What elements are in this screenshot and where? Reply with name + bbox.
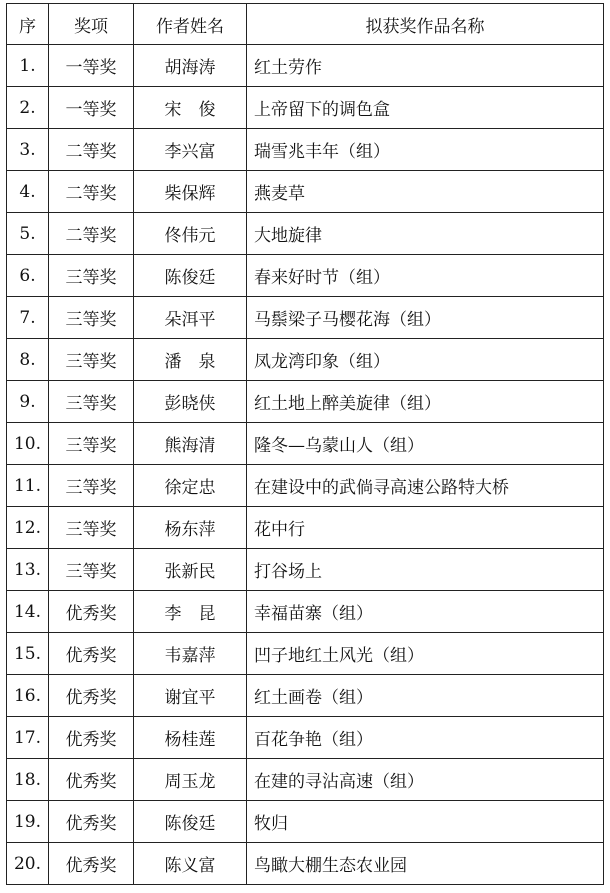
cell-award: 三等奖 [49, 507, 134, 549]
cell-award: 优秀奖 [49, 675, 134, 717]
header-author: 作者姓名 [134, 4, 247, 45]
table-row [7, 129, 604, 171]
table-row [7, 171, 604, 213]
table-row [7, 591, 604, 633]
cell-no: 8. [7, 339, 49, 381]
cell-no: 15. [7, 633, 49, 675]
cell-award: 优秀奖 [49, 843, 134, 885]
table-row [7, 759, 604, 801]
cell-work: 大地旋律 [247, 213, 604, 255]
cell-work: 瑞雪兆丰年（组） [247, 129, 604, 171]
cell-award: 三等奖 [49, 339, 134, 381]
cell-author: 周玉龙 [134, 759, 247, 801]
cell-no: 16. [7, 675, 49, 717]
cell-award: 二等奖 [49, 213, 134, 255]
cell-author: 陈俊廷 [134, 255, 247, 297]
cell-award: 优秀奖 [49, 759, 134, 801]
table-row [7, 843, 604, 885]
cell-author: 谢宜平 [134, 675, 247, 717]
cell-work: 幸福苗寨（组） [247, 591, 604, 633]
cell-award: 三等奖 [49, 255, 134, 297]
cell-no: 18. [7, 759, 49, 801]
cell-award: 优秀奖 [49, 633, 134, 675]
table-header [7, 4, 604, 45]
table-row [7, 633, 604, 675]
table-row [7, 297, 604, 339]
cell-author: 杨桂莲 [134, 717, 247, 759]
cell-award: 优秀奖 [49, 801, 134, 843]
cell-author: 陈义富 [134, 843, 247, 885]
table-row [7, 381, 604, 423]
cell-award: 优秀奖 [49, 717, 134, 759]
cell-no: 12. [7, 507, 49, 549]
cell-work: 马鬃梁子马樱花海（组） [247, 297, 604, 339]
cell-work: 隆冬—乌蒙山人（组） [247, 423, 604, 465]
cell-author: 胡海涛 [134, 45, 247, 87]
cell-no: 17. [7, 717, 49, 759]
cell-work: 在建的寻沾高速（组） [247, 759, 604, 801]
cell-work: 凹子地红土风光（组） [247, 633, 604, 675]
cell-work: 凤龙湾印象（组） [247, 339, 604, 381]
cell-no: 10. [7, 423, 49, 465]
table-row [7, 801, 604, 843]
cell-award: 三等奖 [49, 549, 134, 591]
cell-award: 三等奖 [49, 465, 134, 507]
cell-award: 二等奖 [49, 129, 134, 171]
cell-no: 7. [7, 297, 49, 339]
cell-work: 在建设中的武倘寻高速公路特大桥 [247, 465, 604, 507]
cell-no: 9. [7, 381, 49, 423]
cell-no: 11. [7, 465, 49, 507]
cell-work: 上帝留下的调色盒 [247, 87, 604, 129]
cell-no: 2. [7, 87, 49, 129]
cell-work: 牧归 [247, 801, 604, 843]
table-row [7, 423, 604, 465]
cell-work: 花中行 [247, 507, 604, 549]
header-award: 奖项 [49, 4, 134, 45]
cell-author: 李 昆 [134, 591, 247, 633]
cell-author: 陈俊廷 [134, 801, 247, 843]
cell-work: 春来好时节（组） [247, 255, 604, 297]
cell-author: 佟伟元 [134, 213, 247, 255]
cell-no: 1. [7, 45, 49, 87]
cell-work: 红土画卷（组） [247, 675, 604, 717]
cell-author: 朵洱平 [134, 297, 247, 339]
cell-no: 4. [7, 171, 49, 213]
cell-award: 优秀奖 [49, 591, 134, 633]
cell-award: 一等奖 [49, 45, 134, 87]
cell-author: 彭晓侠 [134, 381, 247, 423]
cell-work: 鸟瞰大棚生态农业园 [247, 843, 604, 885]
cell-work: 红土劳作 [247, 45, 604, 87]
table-row [7, 255, 604, 297]
cell-no: 3. [7, 129, 49, 171]
cell-no: 13. [7, 549, 49, 591]
table-row [7, 675, 604, 717]
cell-no: 14. [7, 591, 49, 633]
cell-award: 三等奖 [49, 423, 134, 465]
cell-author: 熊海清 [134, 423, 247, 465]
table-row [7, 213, 604, 255]
cell-author: 韦嘉萍 [134, 633, 247, 675]
cell-award: 三等奖 [49, 381, 134, 423]
table-row [7, 465, 604, 507]
table-row [7, 339, 604, 381]
cell-no: 19. [7, 801, 49, 843]
cell-work: 百花争艳（组） [247, 717, 604, 759]
table-row [7, 549, 604, 591]
cell-award: 三等奖 [49, 297, 134, 339]
table-row [7, 717, 604, 759]
table-row [7, 507, 604, 549]
cell-author: 张新民 [134, 549, 247, 591]
cell-author: 柴保辉 [134, 171, 247, 213]
table-row [7, 45, 604, 87]
cell-author: 潘 泉 [134, 339, 247, 381]
cell-author: 徐定忠 [134, 465, 247, 507]
cell-no: 20. [7, 843, 49, 885]
cell-award: 二等奖 [49, 171, 134, 213]
header-no: 序 [7, 4, 49, 45]
table-body [7, 45, 604, 885]
header-work: 拟获奖作品名称 [247, 4, 604, 45]
cell-no: 6. [7, 255, 49, 297]
award-table [6, 3, 604, 885]
cell-award: 一等奖 [49, 87, 134, 129]
table-row [7, 87, 604, 129]
cell-work: 燕麦草 [247, 171, 604, 213]
header-row [7, 4, 604, 45]
cell-work: 打谷场上 [247, 549, 604, 591]
cell-author: 李兴富 [134, 129, 247, 171]
cell-author: 宋 俊 [134, 87, 247, 129]
cell-work: 红土地上醉美旋律（组） [247, 381, 604, 423]
cell-no: 5. [7, 213, 49, 255]
cell-author: 杨东萍 [134, 507, 247, 549]
